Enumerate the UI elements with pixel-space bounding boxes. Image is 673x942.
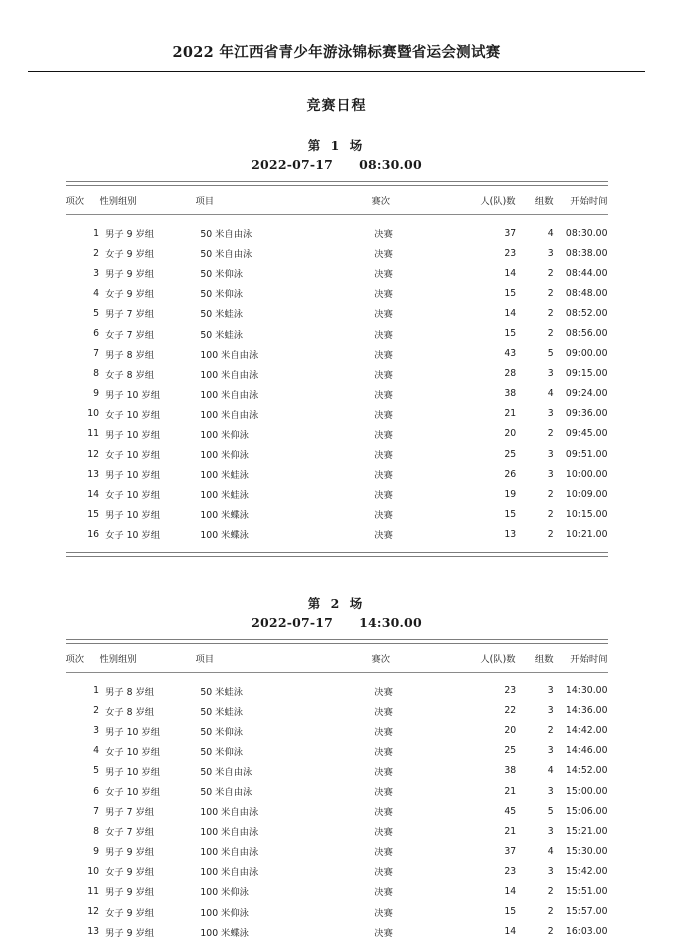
cell-heats: 2 — [547, 906, 554, 918]
cell-time: 14:30.00 — [565, 685, 608, 697]
cell-count: 45 — [504, 805, 517, 817]
session-spacer — [0, 557, 673, 594]
cell-heats: 2 — [547, 328, 554, 340]
cell-no: 1 — [93, 227, 100, 239]
cell-count: 15 — [504, 328, 517, 340]
cell-group: 女子 7 岁组 — [105, 329, 155, 341]
cell-time: 14:36.00 — [565, 705, 608, 717]
cell-heats: 3 — [547, 247, 554, 259]
cell-round: 决赛 — [374, 726, 393, 738]
cell-count: 25 — [504, 745, 517, 757]
schedule-table — [66, 644, 608, 672]
cell-no: 3 — [93, 267, 100, 279]
cell-time: 15:21.00 — [565, 825, 608, 837]
schedule-table-body — [66, 681, 608, 942]
cell-time: 09:00.00 — [565, 348, 608, 360]
column-header-round: 赛次 — [371, 653, 391, 665]
cell-count: 37 — [504, 845, 517, 857]
cell-event: 50 米仰泳 — [200, 746, 244, 758]
cell-time: 10:09.00 — [565, 488, 608, 500]
cell-round: 决赛 — [374, 349, 393, 361]
session-block — [0, 557, 673, 942]
cell-no: 11 — [87, 428, 100, 440]
session-label: 第 1 场 — [307, 138, 366, 153]
cell-event: 100 米自由泳 — [200, 349, 259, 361]
cell-count: 20 — [504, 725, 517, 737]
cell-round: 决赛 — [374, 827, 393, 839]
cell-group: 女子 10 岁组 — [105, 450, 161, 462]
heading-gap — [0, 630, 673, 639]
cell-group: 女子 10 岁组 — [105, 787, 161, 799]
cell-round: 决赛 — [374, 887, 393, 899]
cell-event: 50 米自由泳 — [200, 249, 253, 261]
cell-time: 08:30.00 — [565, 227, 608, 239]
cell-heats: 3 — [547, 825, 554, 837]
cell-time: 10:21.00 — [565, 528, 608, 540]
cell-heats: 4 — [547, 765, 554, 777]
cell-group: 女子 10 岁组 — [105, 530, 161, 542]
cell-event: 100 米蝶泳 — [200, 530, 249, 542]
cell-no: 15 — [87, 508, 100, 520]
cell-count: 23 — [504, 865, 517, 877]
cell-round: 决赛 — [374, 289, 393, 301]
cell-heats: 2 — [547, 725, 554, 737]
cell-event: 100 米仰泳 — [200, 450, 249, 462]
cell-no: 3 — [93, 725, 100, 737]
cell-time: 14:46.00 — [565, 745, 608, 757]
cell-round: 决赛 — [374, 766, 393, 778]
cell-round: 决赛 — [374, 470, 393, 482]
cell-count: 19 — [504, 488, 517, 500]
cell-count: 43 — [504, 348, 517, 360]
cell-group: 女子 10 岁组 — [105, 746, 161, 758]
cell-heats: 4 — [547, 227, 554, 239]
table-row — [66, 801, 608, 821]
session-datetime — [0, 615, 673, 630]
cell-count: 21 — [504, 785, 517, 797]
session-heading — [0, 136, 673, 172]
cell-event: 50 米蛙泳 — [200, 706, 244, 718]
session-label: 第 2 场 — [307, 595, 366, 611]
column-header-event: 项目 — [195, 653, 215, 665]
table-row — [66, 344, 608, 364]
cell-count: 38 — [504, 765, 517, 777]
cell-group: 男子 9 岁组 — [105, 887, 155, 899]
cell-time: 08:56.00 — [565, 328, 608, 340]
cell-round: 决赛 — [374, 309, 393, 321]
table-header-row — [66, 644, 608, 672]
cell-count: 13 — [504, 528, 517, 540]
table-row — [66, 902, 608, 922]
cell-time: 08:38.00 — [565, 247, 608, 259]
table-row — [66, 484, 608, 504]
cell-event: 100 米自由泳 — [200, 867, 259, 879]
cell-time: 08:48.00 — [565, 287, 608, 299]
session-heading — [0, 594, 673, 630]
table-row — [66, 821, 608, 841]
cell-round: 决赛 — [374, 450, 393, 462]
table-row — [66, 701, 608, 721]
column-header-round: 赛次 — [371, 196, 391, 207]
cell-heats: 2 — [547, 287, 554, 299]
cell-event: 50 米自由泳 — [200, 766, 253, 778]
table-row — [66, 681, 608, 701]
session-start-time: 14:30.00 — [359, 614, 422, 630]
cell-no: 10 — [87, 865, 100, 877]
cell-event: 50 米仰泳 — [200, 289, 244, 301]
cell-time: 10:15.00 — [565, 508, 608, 520]
cell-group: 男子 10 岁组 — [105, 429, 161, 441]
cell-event: 50 米自由泳 — [200, 229, 253, 241]
cell-no: 12 — [87, 906, 100, 918]
cell-time: 09:15.00 — [565, 368, 608, 380]
cell-no: 14 — [87, 488, 100, 500]
cell-round: 决赛 — [374, 847, 393, 859]
cell-time: 15:57.00 — [565, 906, 608, 918]
table-row — [66, 323, 608, 343]
cell-heats: 3 — [547, 745, 554, 757]
cell-time: 09:45.00 — [565, 428, 608, 440]
table-row — [66, 781, 608, 801]
cell-round: 决赛 — [374, 269, 393, 281]
cell-heats: 3 — [547, 785, 554, 797]
cell-no: 1 — [93, 685, 100, 697]
cell-group: 男子 8 岁组 — [105, 686, 155, 698]
cell-round: 决赛 — [374, 329, 393, 341]
cell-heats: 5 — [547, 805, 554, 817]
cell-count: 14 — [504, 885, 517, 897]
cell-group: 男子 9 岁组 — [105, 847, 155, 859]
cell-no: 16 — [87, 528, 100, 540]
sessions-container — [0, 115, 673, 942]
column-header-count: 人(队)数 — [480, 653, 516, 665]
cell-round: 决赛 — [374, 229, 393, 241]
cell-round: 决赛 — [374, 706, 393, 718]
cell-no: 5 — [93, 765, 100, 777]
cell-time: 15:51.00 — [565, 885, 608, 897]
cell-heats: 2 — [547, 488, 554, 500]
cell-time: 08:52.00 — [565, 307, 608, 319]
cell-time: 09:51.00 — [565, 448, 608, 460]
table-row — [66, 424, 608, 444]
cell-event: 100 米仰泳 — [200, 429, 249, 441]
cell-no: 9 — [93, 845, 100, 857]
column-header-time: 开始时间 — [570, 196, 608, 207]
cell-event: 100 米仰泳 — [200, 887, 249, 899]
body-tail-gap — [66, 545, 608, 552]
schedule-table-wrap — [66, 181, 608, 557]
session-start-time: 08:30.00 — [359, 157, 422, 172]
cell-event: 50 米仰泳 — [200, 726, 244, 738]
cell-group: 男子 7 岁组 — [105, 309, 155, 321]
cell-heats: 2 — [547, 307, 554, 319]
cell-heats: 3 — [547, 408, 554, 420]
table-row — [66, 364, 608, 384]
cell-group: 女子 8 岁组 — [105, 369, 155, 381]
cell-no: 7 — [93, 348, 100, 360]
cell-no: 5 — [93, 307, 100, 319]
cell-group: 男子 10 岁组 — [105, 766, 161, 778]
cell-event: 100 米蛙泳 — [200, 490, 249, 502]
cell-time: 10:00.00 — [565, 468, 608, 480]
cell-event: 100 米仰泳 — [200, 907, 249, 919]
cell-heats: 2 — [547, 926, 554, 938]
cell-round: 决赛 — [374, 746, 393, 758]
cell-time: 15:42.00 — [565, 865, 608, 877]
cell-event: 100 米自由泳 — [200, 807, 259, 819]
body-lead-gap — [66, 673, 608, 681]
column-header-heats: 组数 — [534, 196, 554, 207]
cell-count: 15 — [504, 508, 517, 520]
cell-event: 100 米自由泳 — [200, 847, 259, 859]
cell-no: 10 — [87, 408, 100, 420]
table-row — [66, 444, 608, 464]
cell-no: 13 — [87, 468, 100, 480]
cell-heats: 3 — [547, 448, 554, 460]
session-block — [0, 115, 673, 557]
cell-count: 14 — [504, 307, 517, 319]
cell-heats: 2 — [547, 267, 554, 279]
cell-count: 15 — [504, 906, 517, 918]
cell-no: 8 — [93, 368, 100, 380]
column-header-group: 性别组别 — [99, 653, 137, 665]
cell-count: 23 — [504, 247, 517, 259]
session-date: 2022-07-17 — [251, 157, 334, 172]
table-header-row — [66, 186, 608, 214]
cell-round: 决赛 — [374, 807, 393, 819]
cell-group: 男子 10 岁组 — [105, 389, 161, 401]
table-row — [66, 761, 608, 781]
cell-no: 2 — [93, 705, 100, 717]
cell-no: 11 — [87, 885, 100, 897]
cell-count: 25 — [504, 448, 517, 460]
table-row — [66, 922, 608, 942]
cell-round: 决赛 — [374, 389, 393, 401]
cell-round: 决赛 — [374, 429, 393, 441]
page-title: 2022 年江西省青少年游泳锦标赛暨省运会测试赛 — [172, 44, 501, 61]
cell-event: 50 米蛙泳 — [200, 329, 244, 341]
table-row — [66, 881, 608, 901]
cell-round: 决赛 — [374, 907, 393, 919]
heading-gap — [0, 172, 673, 181]
cell-heats: 4 — [547, 845, 554, 857]
cell-event: 100 米蝶泳 — [200, 510, 249, 522]
table-row — [66, 504, 608, 524]
cell-group: 女子 9 岁组 — [105, 867, 155, 879]
table-row — [66, 384, 608, 404]
table-row — [66, 283, 608, 303]
session-date: 2022-07-17 — [251, 614, 334, 630]
cell-count: 37 — [504, 227, 517, 239]
cell-group: 女子 9 岁组 — [105, 907, 155, 919]
table-row — [66, 263, 608, 283]
cell-group: 女子 7 岁组 — [105, 827, 155, 839]
cell-group: 男子 9 岁组 — [105, 927, 155, 939]
cell-count: 28 — [504, 368, 517, 380]
cell-group: 男子 7 岁组 — [105, 807, 155, 819]
cell-round: 决赛 — [374, 927, 393, 939]
cell-count: 14 — [504, 926, 517, 938]
cell-group: 男子 10 岁组 — [105, 510, 161, 522]
column-header-no: 项次 — [65, 653, 85, 665]
cell-event: 50 米蛙泳 — [200, 686, 244, 698]
cell-count: 38 — [504, 388, 517, 400]
cell-no: 7 — [93, 805, 100, 817]
cell-group: 女子 10 岁组 — [105, 490, 161, 502]
cell-no: 4 — [93, 745, 100, 757]
cell-group: 男子 10 岁组 — [105, 726, 161, 738]
cell-heats: 5 — [547, 348, 554, 360]
cell-time: 15:00.00 — [565, 785, 608, 797]
table-row — [66, 464, 608, 484]
cell-count: 20 — [504, 428, 517, 440]
cell-heats: 2 — [547, 508, 554, 520]
table-row — [66, 223, 608, 243]
cell-round: 决赛 — [374, 409, 393, 421]
column-header-count: 人(队)数 — [480, 196, 516, 207]
cell-count: 23 — [504, 685, 517, 697]
cell-no: 4 — [93, 287, 100, 299]
cell-no: 12 — [87, 448, 100, 460]
session-datetime — [0, 157, 673, 172]
cell-count: 26 — [504, 468, 517, 480]
cell-count: 21 — [504, 408, 517, 420]
cell-group: 男子 9 岁组 — [105, 269, 155, 281]
cell-no: 6 — [93, 785, 100, 797]
cell-round: 决赛 — [374, 530, 393, 542]
table-row — [66, 404, 608, 424]
cell-time: 08:44.00 — [565, 267, 608, 279]
cell-group: 男子 10 岁组 — [105, 470, 161, 482]
cell-no: 8 — [93, 825, 100, 837]
body-lead-gap — [66, 215, 608, 223]
cell-event: 100 米蛙泳 — [200, 470, 249, 482]
cell-heats: 3 — [547, 368, 554, 380]
cell-event: 50 米蛙泳 — [200, 309, 244, 321]
cell-time: 09:24.00 — [565, 388, 608, 400]
cell-group: 女子 10 岁组 — [105, 409, 161, 421]
cell-event: 100 米自由泳 — [200, 827, 259, 839]
cell-event: 100 米蝶泳 — [200, 927, 249, 939]
cell-round: 决赛 — [374, 787, 393, 799]
cell-group: 男子 8 岁组 — [105, 349, 155, 361]
cell-time: 16:03.00 — [565, 926, 608, 938]
table-row — [66, 741, 608, 761]
cell-no: 6 — [93, 328, 100, 340]
cell-round: 决赛 — [374, 249, 393, 261]
cell-heats: 3 — [547, 705, 554, 717]
schedule-table — [66, 186, 608, 214]
cell-no: 13 — [87, 926, 100, 938]
cell-count: 14 — [504, 267, 517, 279]
schedule-table-body — [66, 223, 608, 545]
cell-round: 决赛 — [374, 510, 393, 522]
cell-heats: 4 — [547, 388, 554, 400]
schedule-table-wrap — [66, 639, 608, 942]
cell-event: 50 米自由泳 — [200, 787, 253, 799]
column-header-time: 开始时间 — [570, 653, 608, 665]
cell-event: 50 米仰泳 — [200, 269, 244, 281]
table-row — [66, 243, 608, 263]
column-header-event: 项目 — [195, 196, 215, 207]
cell-time: 14:42.00 — [565, 725, 608, 737]
cell-group: 男子 9 岁组 — [105, 229, 155, 241]
cell-no: 2 — [93, 247, 100, 259]
cell-heats: 2 — [547, 885, 554, 897]
cell-event: 100 米自由泳 — [200, 409, 259, 421]
cell-heats: 2 — [547, 428, 554, 440]
cell-group: 女子 8 岁组 — [105, 706, 155, 718]
cell-round: 决赛 — [374, 686, 393, 698]
cell-time: 09:36.00 — [565, 408, 608, 420]
session-spacer — [0, 115, 673, 136]
cell-event: 100 米自由泳 — [200, 369, 259, 381]
cell-time: 15:06.00 — [565, 805, 608, 817]
page-subtitle: 竞赛日程 — [306, 98, 367, 114]
table-row — [66, 524, 608, 544]
cell-count: 15 — [504, 287, 517, 299]
cell-event: 100 米自由泳 — [200, 389, 259, 401]
cell-round: 决赛 — [374, 867, 393, 879]
cell-round: 决赛 — [374, 369, 393, 381]
table-row — [66, 721, 608, 741]
cell-no: 9 — [93, 388, 100, 400]
cell-round: 决赛 — [374, 490, 393, 502]
table-row — [66, 861, 608, 881]
cell-group: 女子 9 岁组 — [105, 249, 155, 261]
cell-heats: 3 — [547, 865, 554, 877]
column-header-group: 性别组别 — [99, 196, 137, 207]
cell-time: 14:52.00 — [565, 765, 608, 777]
cell-count: 21 — [504, 825, 517, 837]
cell-heats: 2 — [547, 528, 554, 540]
cell-heats: 3 — [547, 468, 554, 480]
cell-time: 15:30.00 — [565, 845, 608, 857]
table-row — [66, 841, 608, 861]
cell-count: 22 — [504, 705, 517, 717]
column-header-heats: 组数 — [534, 653, 554, 665]
cell-heats: 3 — [547, 685, 554, 697]
column-header-no: 项次 — [65, 196, 85, 207]
table-row — [66, 303, 608, 323]
cell-group: 女子 9 岁组 — [105, 289, 155, 301]
